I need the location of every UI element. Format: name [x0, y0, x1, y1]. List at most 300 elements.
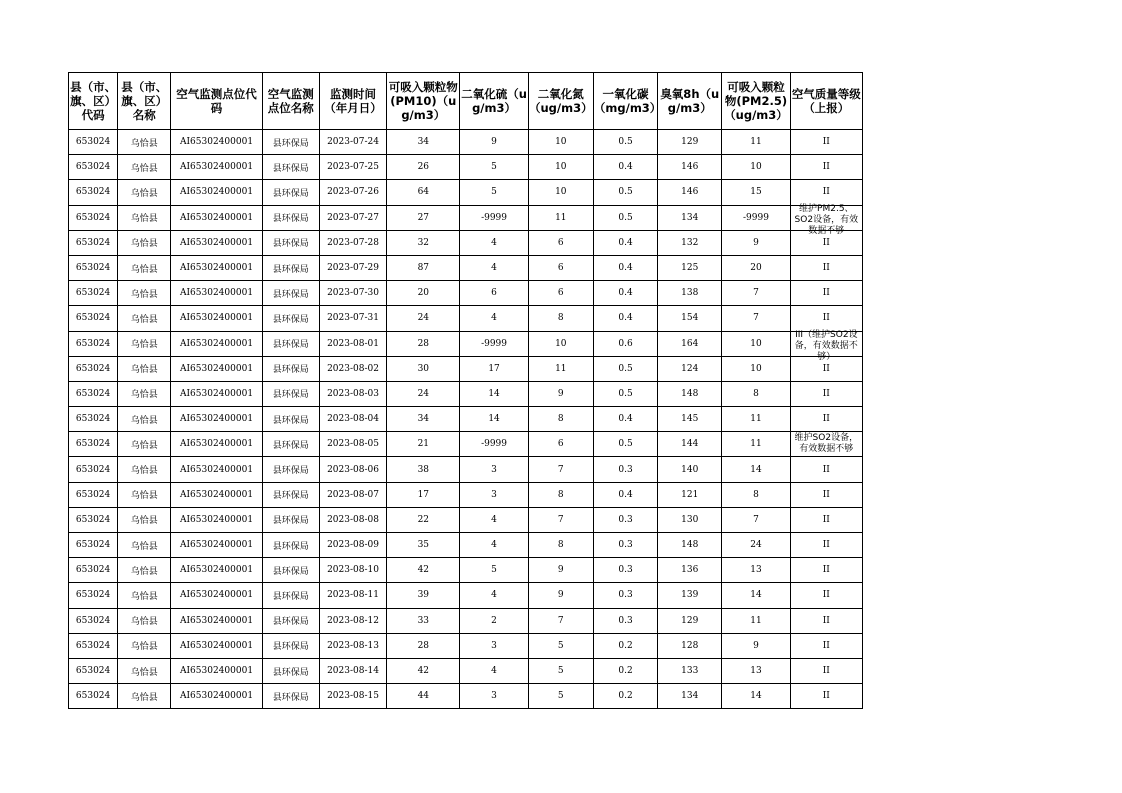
no2-cell: 10	[528, 331, 593, 356]
so2-cell: 5	[460, 155, 528, 180]
site-code-cell: AI65302400001	[171, 180, 262, 205]
pm25-cell: -9999	[722, 205, 790, 230]
county-code-cell: 653024	[69, 255, 118, 280]
pm25-cell: 10	[722, 356, 790, 381]
site-code-cell: AI65302400001	[171, 507, 262, 532]
table-row	[69, 130, 863, 155]
pm10-cell: 35	[387, 533, 460, 558]
no2-cell: 10	[528, 155, 593, 180]
table-row	[69, 507, 863, 532]
date-cell: 2023-08-13	[319, 633, 386, 658]
no2-cell: 11	[528, 205, 593, 230]
date-cell: 2023-08-09	[319, 533, 386, 558]
site-name-cell: 县环保局	[262, 180, 319, 205]
header-site-code: 空气监测点位代码	[171, 73, 262, 130]
co-cell: 0.4	[593, 306, 657, 331]
grade-cell	[790, 203, 862, 236]
site-name-cell: 县环保局	[262, 255, 319, 280]
table-row	[69, 658, 863, 683]
pm10-cell: 34	[387, 130, 460, 155]
site-code-cell: AI65302400001	[171, 583, 262, 608]
so2-cell: 14	[460, 381, 528, 406]
county-code-cell: 653024	[69, 230, 118, 255]
site-name-cell: 县环保局	[262, 633, 319, 658]
pm10-cell: 32	[387, 230, 460, 255]
o3-cell: 146	[658, 155, 722, 180]
pm25-cell: 20	[722, 255, 790, 280]
site-code-cell: AI65302400001	[171, 281, 262, 306]
pm25-cell: 7	[722, 507, 790, 532]
so2-cell: 6	[460, 281, 528, 306]
grade-cell: II	[790, 608, 862, 633]
site-name-cell: 县环保局	[262, 306, 319, 331]
county-name-cell: 乌恰县	[118, 432, 171, 457]
date-cell: 2023-08-11	[319, 583, 386, 608]
pm10-cell: 27	[387, 205, 460, 230]
no2-cell: 6	[528, 230, 593, 255]
site-code-cell: AI65302400001	[171, 356, 262, 381]
table-row	[69, 155, 863, 180]
grade-note: 维护PM2.5、SO2设备，有效数据不够	[794, 203, 859, 236]
date-cell: 2023-07-26	[319, 180, 386, 205]
o3-cell: 124	[658, 356, 722, 381]
grade-cell: II	[790, 507, 862, 532]
grade-cell: II	[790, 533, 862, 558]
site-code-cell: AI65302400001	[171, 432, 262, 457]
site-name-cell: 县环保局	[262, 205, 319, 230]
county-code-cell: 653024	[69, 180, 118, 205]
grade-cell	[790, 329, 862, 362]
table-row	[69, 457, 863, 482]
county-code-cell: 653024	[69, 658, 118, 683]
no2-cell: 6	[528, 281, 593, 306]
table-row	[69, 281, 863, 306]
pm10-cell: 30	[387, 356, 460, 381]
county-code-cell: 653024	[69, 684, 118, 709]
co-cell: 0.3	[593, 583, 657, 608]
no2-cell: 8	[528, 482, 593, 507]
date-cell: 2023-08-10	[319, 558, 386, 583]
co-cell: 0.5	[593, 356, 657, 381]
no2-cell: 6	[528, 432, 593, 457]
o3-cell: 130	[658, 507, 722, 532]
grade-cell: II	[790, 457, 862, 482]
pm25-cell: 11	[722, 130, 790, 155]
grade-cell: II	[790, 130, 862, 155]
no2-cell: 9	[528, 381, 593, 406]
so2-cell: 9	[460, 130, 528, 155]
table-row	[69, 684, 863, 709]
grade-cell: II	[790, 684, 862, 709]
header-o3: 臭氧8h（ug/m3）	[658, 73, 722, 130]
site-name-cell: 县环保局	[262, 482, 319, 507]
county-name-cell: 乌恰县	[118, 457, 171, 482]
table-row	[69, 533, 863, 558]
site-code-cell: AI65302400001	[171, 533, 262, 558]
co-cell: 0.4	[593, 155, 657, 180]
county-name-cell: 乌恰县	[118, 482, 171, 507]
county-code-cell: 653024	[69, 381, 118, 406]
pm10-cell: 24	[387, 381, 460, 406]
pm25-cell: 11	[722, 432, 790, 457]
grade-cell: II	[790, 281, 862, 306]
header-site-name: 空气监测点位名称	[262, 73, 319, 130]
site-code-cell: AI65302400001	[171, 130, 262, 155]
co-cell: 0.2	[593, 633, 657, 658]
pm25-cell: 11	[722, 608, 790, 633]
o3-cell: 132	[658, 230, 722, 255]
pm10-cell: 34	[387, 407, 460, 432]
header-grade: 空气质量等级（上报）	[790, 73, 862, 130]
header-county-code: 县（市、旗、区）代码	[69, 73, 118, 130]
grade-cell: II	[790, 381, 862, 406]
so2-cell: 14	[460, 407, 528, 432]
air-quality-table	[68, 72, 863, 709]
table-row	[69, 180, 863, 205]
header-no2: 二氧化氮（ug/m3）	[528, 73, 593, 130]
o3-cell: 146	[658, 180, 722, 205]
date-cell: 2023-08-12	[319, 608, 386, 633]
site-name-cell: 县环保局	[262, 658, 319, 683]
date-cell: 2023-08-07	[319, 482, 386, 507]
o3-cell: 136	[658, 558, 722, 583]
county-name-cell: 乌恰县	[118, 331, 171, 356]
site-code-cell: AI65302400001	[171, 155, 262, 180]
o3-cell: 125	[658, 255, 722, 280]
pm25-cell: 10	[722, 155, 790, 180]
county-code-cell: 653024	[69, 583, 118, 608]
pm25-cell: 14	[722, 583, 790, 608]
county-code-cell: 653024	[69, 558, 118, 583]
date-cell: 2023-07-25	[319, 155, 386, 180]
pm10-cell: 42	[387, 558, 460, 583]
date-cell: 2023-08-01	[319, 331, 386, 356]
pm25-cell: 14	[722, 684, 790, 709]
county-name-cell: 乌恰县	[118, 381, 171, 406]
pm10-cell: 39	[387, 583, 460, 608]
site-code-cell: AI65302400001	[171, 608, 262, 633]
county-name-cell: 乌恰县	[118, 507, 171, 532]
table-row	[69, 255, 863, 280]
so2-cell: 4	[460, 533, 528, 558]
date-cell: 2023-08-15	[319, 684, 386, 709]
date-cell: 2023-07-27	[319, 205, 386, 230]
o3-cell: 164	[658, 331, 722, 356]
co-cell: 0.5	[593, 130, 657, 155]
header-county-name: 县（市、旗、区）名称	[118, 73, 171, 130]
pm25-cell: 10	[722, 331, 790, 356]
table-row	[69, 407, 863, 432]
no2-cell: 5	[528, 684, 593, 709]
pm25-cell: 9	[722, 230, 790, 255]
site-name-cell: 县环保局	[262, 533, 319, 558]
pm25-cell: 11	[722, 407, 790, 432]
grade-note: III（维护SO2设备，有效数据不够）	[794, 329, 858, 362]
pm25-cell: 13	[722, 658, 790, 683]
header-row	[69, 73, 863, 130]
site-name-cell: 县环保局	[262, 507, 319, 532]
county-name-cell: 乌恰县	[118, 658, 171, 683]
county-code-cell: 653024	[69, 331, 118, 356]
county-code-cell: 653024	[69, 130, 118, 155]
pm10-cell: 28	[387, 331, 460, 356]
site-code-cell: AI65302400001	[171, 457, 262, 482]
site-name-cell: 县环保局	[262, 608, 319, 633]
pm10-cell: 22	[387, 507, 460, 532]
site-name-cell: 县环保局	[262, 230, 319, 255]
pm25-cell: 8	[722, 381, 790, 406]
county-name-cell: 乌恰县	[118, 583, 171, 608]
grade-cell: II	[790, 658, 862, 683]
o3-cell: 134	[658, 684, 722, 709]
no2-cell: 8	[528, 306, 593, 331]
county-name-cell: 乌恰县	[118, 155, 171, 180]
header-pm10: 可吸入颗粒物(PM10)（ug/m3）	[387, 73, 460, 130]
site-name-cell: 县环保局	[262, 356, 319, 381]
pm25-cell: 13	[722, 558, 790, 583]
table-row	[69, 482, 863, 507]
date-cell: 2023-08-06	[319, 457, 386, 482]
no2-cell: 8	[528, 533, 593, 558]
site-code-cell: AI65302400001	[171, 331, 262, 356]
county-code-cell: 653024	[69, 633, 118, 658]
grade-cell: II	[790, 558, 862, 583]
pm25-cell: 8	[722, 482, 790, 507]
site-name-cell: 县环保局	[262, 457, 319, 482]
o3-cell: 133	[658, 658, 722, 683]
so2-cell: 17	[460, 356, 528, 381]
grade-cell: II	[790, 255, 862, 280]
county-code-cell: 653024	[69, 507, 118, 532]
table-row	[69, 331, 863, 356]
no2-cell: 9	[528, 558, 593, 583]
so2-cell: 4	[460, 583, 528, 608]
no2-cell: 7	[528, 457, 593, 482]
pm25-cell: 9	[722, 633, 790, 658]
county-name-cell: 乌恰县	[118, 130, 171, 155]
site-name-cell: 县环保局	[262, 331, 319, 356]
site-name-cell: 县环保局	[262, 155, 319, 180]
grade-cell	[790, 432, 862, 457]
county-code-cell: 653024	[69, 533, 118, 558]
county-code-cell: 653024	[69, 482, 118, 507]
site-code-cell: AI65302400001	[171, 407, 262, 432]
date-cell: 2023-07-30	[319, 281, 386, 306]
county-code-cell: 653024	[69, 306, 118, 331]
county-name-cell: 乌恰县	[118, 230, 171, 255]
o3-cell: 128	[658, 633, 722, 658]
so2-cell: 2	[460, 608, 528, 633]
site-code-cell: AI65302400001	[171, 558, 262, 583]
co-cell: 0.4	[593, 482, 657, 507]
co-cell: 0.3	[593, 457, 657, 482]
pm25-cell: 24	[722, 533, 790, 558]
grade-cell: II	[790, 633, 862, 658]
pm10-cell: 24	[387, 306, 460, 331]
header-pm25: 可吸入颗粒物(PM2.5)（ug/m3）	[722, 73, 790, 130]
site-name-cell: 县环保局	[262, 130, 319, 155]
so2-cell: 3	[460, 684, 528, 709]
pm10-cell: 21	[387, 432, 460, 457]
site-code-cell: AI65302400001	[171, 255, 262, 280]
pm10-cell: 26	[387, 155, 460, 180]
no2-cell: 8	[528, 407, 593, 432]
county-code-cell: 653024	[69, 432, 118, 457]
co-cell: 0.5	[593, 432, 657, 457]
grade-note: 维护SO2设备，有效数据不够	[794, 433, 859, 455]
county-code-cell: 653024	[69, 407, 118, 432]
o3-cell: 148	[658, 533, 722, 558]
so2-cell: 4	[460, 507, 528, 532]
county-name-cell: 乌恰县	[118, 356, 171, 381]
grade-cell: II	[790, 482, 862, 507]
county-code-cell: 653024	[69, 356, 118, 381]
pm25-cell: 7	[722, 306, 790, 331]
o3-cell: 154	[658, 306, 722, 331]
county-name-cell: 乌恰县	[118, 205, 171, 230]
no2-cell: 10	[528, 180, 593, 205]
no2-cell: 6	[528, 255, 593, 280]
pm10-cell: 33	[387, 608, 460, 633]
county-code-cell: 653024	[69, 155, 118, 180]
co-cell: 0.5	[593, 381, 657, 406]
date-cell: 2023-08-03	[319, 381, 386, 406]
county-name-cell: 乌恰县	[118, 180, 171, 205]
site-name-cell: 县环保局	[262, 381, 319, 406]
so2-cell: 3	[460, 457, 528, 482]
o3-cell: 129	[658, 608, 722, 633]
header-so2: 二氧化硫（ug/m3）	[460, 73, 528, 130]
county-name-cell: 乌恰县	[118, 255, 171, 280]
co-cell: 0.3	[593, 608, 657, 633]
site-code-cell: AI65302400001	[171, 684, 262, 709]
so2-cell: 3	[460, 482, 528, 507]
date-cell: 2023-08-14	[319, 658, 386, 683]
site-code-cell: AI65302400001	[171, 633, 262, 658]
pm25-cell: 7	[722, 281, 790, 306]
pm10-cell: 44	[387, 684, 460, 709]
no2-cell: 7	[528, 608, 593, 633]
so2-cell: 3	[460, 633, 528, 658]
grade-cell: II	[790, 155, 862, 180]
site-name-cell: 县环保局	[262, 558, 319, 583]
county-name-cell: 乌恰县	[118, 306, 171, 331]
no2-cell: 5	[528, 633, 593, 658]
site-name-cell: 县环保局	[262, 281, 319, 306]
co-cell: 0.4	[593, 281, 657, 306]
so2-cell: -9999	[460, 331, 528, 356]
table-row	[69, 432, 863, 457]
so2-cell: 4	[460, 255, 528, 280]
co-cell: 0.4	[593, 407, 657, 432]
table-row	[69, 306, 863, 331]
no2-cell: 9	[528, 583, 593, 608]
so2-cell: 4	[460, 230, 528, 255]
table-row	[69, 583, 863, 608]
date-cell: 2023-07-24	[319, 130, 386, 155]
co-cell: 0.4	[593, 255, 657, 280]
date-cell: 2023-08-08	[319, 507, 386, 532]
pm10-cell: 38	[387, 457, 460, 482]
so2-cell: 4	[460, 306, 528, 331]
site-name-cell: 县环保局	[262, 684, 319, 709]
table-row	[69, 230, 863, 255]
table-row	[69, 633, 863, 658]
county-code-cell: 653024	[69, 457, 118, 482]
co-cell: 0.2	[593, 684, 657, 709]
so2-cell: 4	[460, 658, 528, 683]
o3-cell: 140	[658, 457, 722, 482]
grade-cell: II	[790, 583, 862, 608]
o3-cell: 145	[658, 407, 722, 432]
table-body	[69, 130, 863, 709]
county-code-cell: 653024	[69, 608, 118, 633]
co-cell: 0.3	[593, 507, 657, 532]
o3-cell: 148	[658, 381, 722, 406]
table-row	[69, 558, 863, 583]
grade-cell: II	[790, 356, 862, 381]
site-name-cell: 县环保局	[262, 407, 319, 432]
co-cell: 0.3	[593, 558, 657, 583]
grade-cell: II	[790, 230, 862, 255]
grade-cell: II	[790, 306, 862, 331]
header-date: 监测时间（年月日）	[319, 73, 386, 130]
so2-cell: -9999	[460, 205, 528, 230]
county-name-cell: 乌恰县	[118, 407, 171, 432]
county-name-cell: 乌恰县	[118, 558, 171, 583]
no2-cell: 11	[528, 356, 593, 381]
pm10-cell: 17	[387, 482, 460, 507]
site-name-cell: 县环保局	[262, 583, 319, 608]
date-cell: 2023-08-02	[319, 356, 386, 381]
header-co: 一氧化碳（mg/m3）	[593, 73, 657, 130]
co-cell: 0.4	[593, 230, 657, 255]
site-code-cell: AI65302400001	[171, 381, 262, 406]
o3-cell: 144	[658, 432, 722, 457]
date-cell: 2023-07-29	[319, 255, 386, 280]
no2-cell: 10	[528, 130, 593, 155]
county-name-cell: 乌恰县	[118, 633, 171, 658]
grade-cell: II	[790, 407, 862, 432]
pm25-cell: 14	[722, 457, 790, 482]
county-code-cell: 653024	[69, 281, 118, 306]
so2-cell: -9999	[460, 432, 528, 457]
pm10-cell: 20	[387, 281, 460, 306]
table-row	[69, 356, 863, 381]
so2-cell: 5	[460, 180, 528, 205]
co-cell: 0.5	[593, 180, 657, 205]
o3-cell: 129	[658, 130, 722, 155]
o3-cell: 139	[658, 583, 722, 608]
date-cell: 2023-07-31	[319, 306, 386, 331]
o3-cell: 121	[658, 482, 722, 507]
date-cell: 2023-08-04	[319, 407, 386, 432]
pm10-cell: 87	[387, 255, 460, 280]
site-code-cell: AI65302400001	[171, 306, 262, 331]
co-cell: 0.3	[593, 533, 657, 558]
pm10-cell: 28	[387, 633, 460, 658]
pm10-cell: 42	[387, 658, 460, 683]
pm10-cell: 64	[387, 180, 460, 205]
date-cell: 2023-07-28	[319, 230, 386, 255]
no2-cell: 7	[528, 507, 593, 532]
grade-cell: II	[790, 180, 862, 205]
site-code-cell: AI65302400001	[171, 230, 262, 255]
county-name-cell: 乌恰县	[118, 281, 171, 306]
co-cell: 0.6	[593, 331, 657, 356]
county-name-cell: 乌恰县	[118, 533, 171, 558]
co-cell: 0.2	[593, 658, 657, 683]
